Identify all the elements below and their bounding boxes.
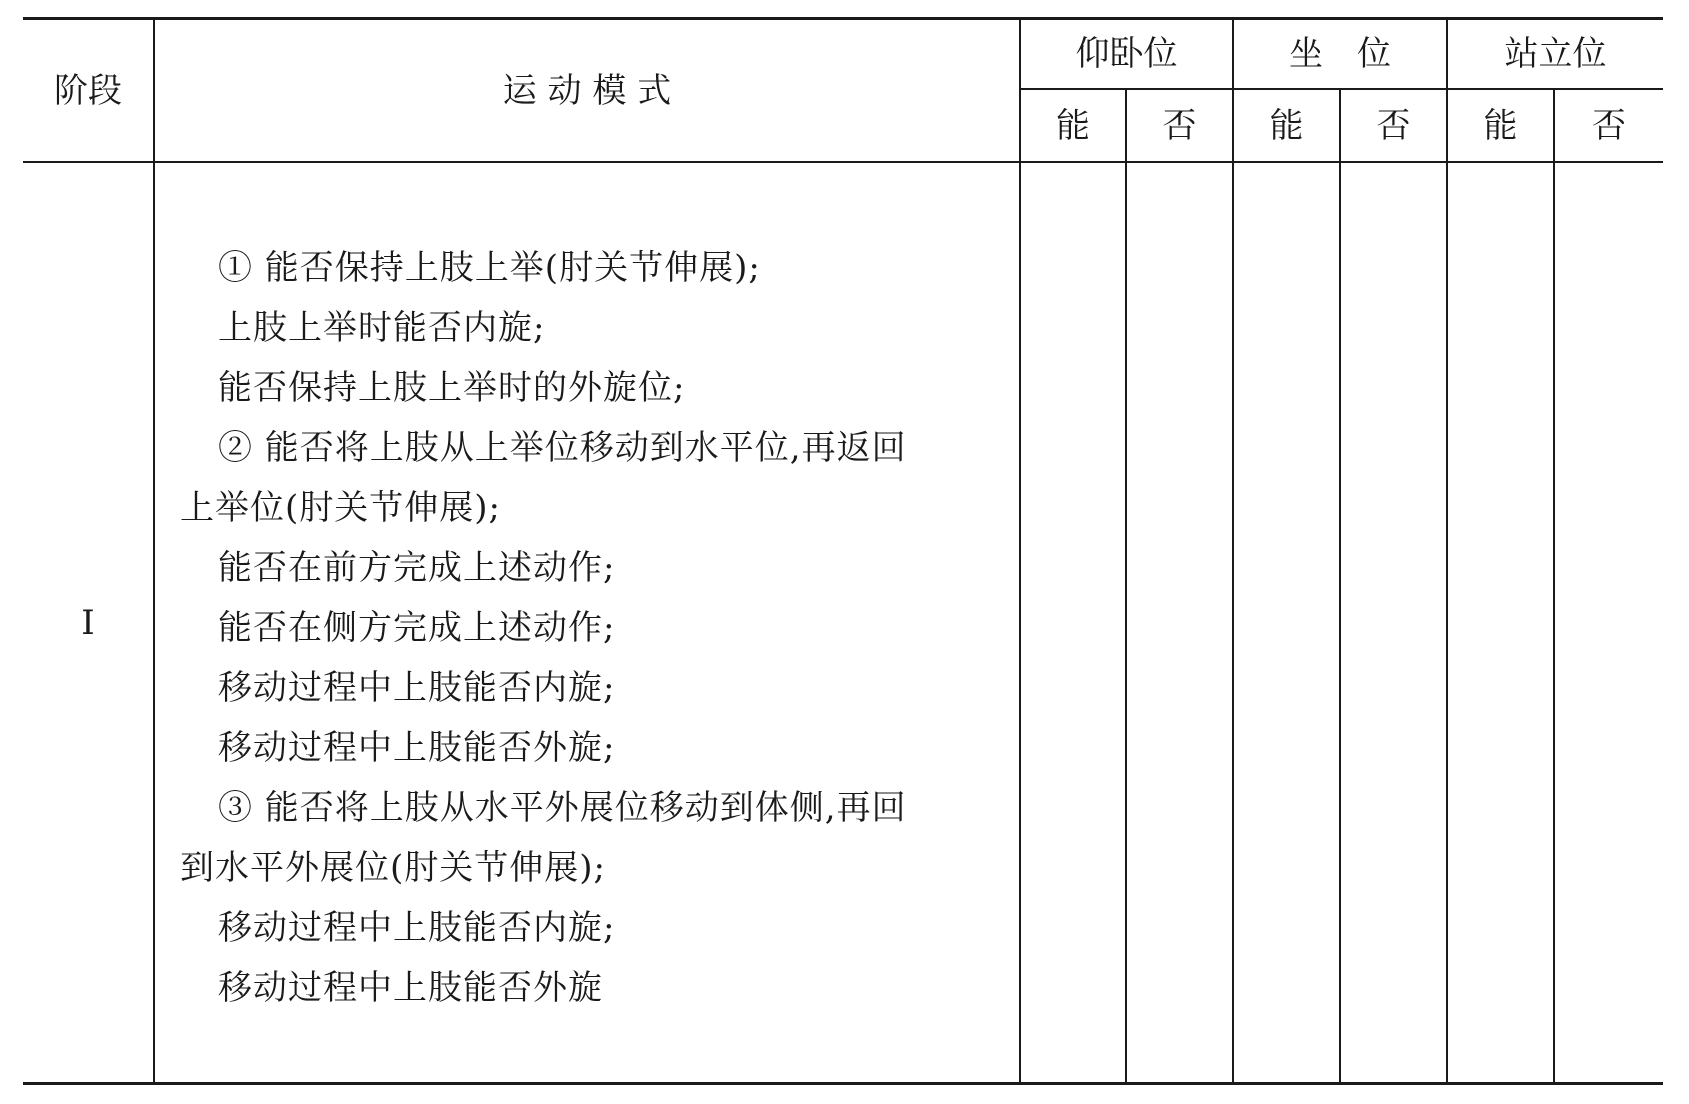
motion-line: 能否在侧方完成上述动作; <box>218 608 616 648</box>
header-bottom-rule <box>23 161 1663 163</box>
divider-supine-sitting <box>1232 17 1234 1084</box>
header-standing-yes: 能 <box>1483 106 1518 146</box>
table-top-rule <box>23 17 1663 20</box>
motion-line: ① 能否保持上肢上举(肘关节伸展); <box>218 248 761 288</box>
header-sitting: 坐 位 <box>1289 34 1391 74</box>
divider-sitting-standing <box>1446 17 1448 1084</box>
motion-line: 上肢上举时能否内旋; <box>218 308 546 348</box>
divider-stage <box>153 17 155 1084</box>
header-stage: 阶段 <box>54 71 122 111</box>
motion-line: 上举位(肘关节伸展); <box>180 488 501 528</box>
header-supine: 仰卧位 <box>1075 34 1178 74</box>
motion-pattern-list <box>180 238 1000 1018</box>
header-supine-no: 否 <box>1162 106 1197 146</box>
header-sitting-no: 否 <box>1376 106 1411 146</box>
motion-line: ③ 能否将上肢从水平外展位移动到体侧,再回 <box>218 788 907 828</box>
motion-line: 能否在前方完成上述动作; <box>218 548 616 588</box>
row-stage: Ⅰ <box>81 603 95 643</box>
divider-motion <box>1019 17 1021 1084</box>
divider-sitting-split <box>1339 89 1341 1084</box>
divider-standing-split <box>1553 89 1555 1084</box>
motion-line: 移动过程中上肢能否内旋; <box>218 668 616 708</box>
motion-line: 移动过程中上肢能否外旋 <box>218 968 603 1008</box>
header-motion-pattern: 运 动 模 式 <box>502 71 672 111</box>
header-standing-no: 否 <box>1592 106 1626 146</box>
motion-line: 移动过程中上肢能否外旋; <box>218 728 616 768</box>
header-sitting-yes: 能 <box>1269 106 1304 146</box>
divider-supine-split <box>1125 89 1127 1084</box>
header-standing: 站立位 <box>1504 34 1607 74</box>
motion-line: 到水平外展位(肘关节伸展); <box>180 848 606 888</box>
motion-line: ② 能否将上肢从上举位移动到水平位,再返回 <box>218 428 907 468</box>
motion-line: 能否保持上肢上举时的外旋位; <box>218 368 686 408</box>
header-supine-yes: 能 <box>1056 106 1090 146</box>
header-sub-rule <box>1020 88 1663 90</box>
table-bottom-rule <box>23 1082 1663 1085</box>
motion-line: 移动过程中上肢能否内旋; <box>218 908 616 948</box>
